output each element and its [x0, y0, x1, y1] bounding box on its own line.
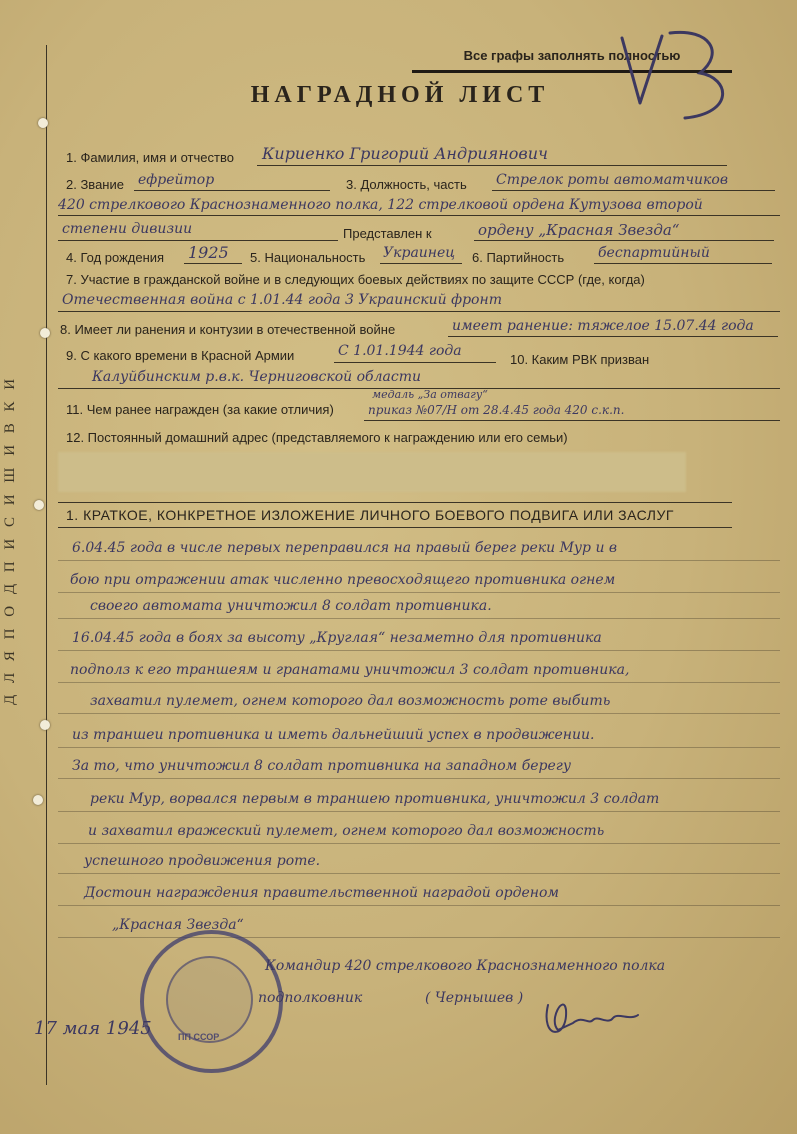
punch-hole — [34, 500, 44, 510]
narrative-rule — [58, 843, 780, 844]
field-11-label: 11. Чем ранее награжден (за какие отличия) — [66, 402, 334, 417]
narrative-line: 16.04.45 года в боях за высоту „Круглая“ незаметно для противника — [72, 630, 602, 646]
narrative-line: подполз к его траншеям и гранатами уничтожил 3 солдат противника, — [70, 662, 630, 678]
narrative-rule — [58, 778, 780, 779]
field-6-label: 6. Партийность — [472, 250, 565, 265]
field-6-value: беспартийный — [598, 245, 710, 261]
narrative-line: реки Мур, ворвался первым в траншею противника, уничтожил 3 солдат — [90, 791, 660, 807]
narrative-rule — [58, 873, 780, 874]
narrative-line: „Красная Звезда“ — [112, 917, 244, 933]
commander-name: ( Чернышев ) — [425, 990, 524, 1006]
narrative-rule — [58, 592, 780, 593]
narrative-line: из траншеи противника и иметь дальнейший успех в продвижении. — [72, 727, 595, 743]
field-3-value-line3: степени дивизии — [62, 221, 193, 237]
narrative-rule — [58, 747, 780, 748]
commander-line: Командир 420 стрелкового Краснознаменного полка — [265, 958, 666, 974]
field-10-value: Калуйбинским р.в.к. Черниговской области — [92, 369, 421, 385]
narrative-rule — [58, 618, 780, 619]
seal-text: ПП ССОР — [178, 1032, 220, 1042]
field-5-label: 5. Национальность — [250, 250, 366, 265]
field-3-value: Стрелок роты автоматчиков — [496, 172, 728, 188]
field-3-value-line2: 420 стрелкового Краснознаменного полка, 122 стрелковой ордена Кутузова второй — [58, 197, 703, 213]
punch-hole — [38, 118, 48, 128]
narrative-rule — [58, 905, 780, 906]
field-11-value-line2: приказ №07/Н от 28.4.45 года 420 с.к.п. — [368, 403, 625, 417]
narrative-rule — [58, 811, 780, 812]
handwritten-signature — [538, 985, 658, 1045]
narrative-rule — [58, 682, 780, 683]
field-5-value: Украинец — [383, 245, 456, 261]
narrative-line: 6.04.45 года в числе первых переправился на правый берег реки Мур и в — [72, 540, 618, 556]
field-1-label: 1. Фамилия, имя и отчество — [66, 150, 234, 165]
field-2-value: ефрейтор — [138, 172, 215, 188]
signing-date: 17 мая 1945 — [34, 1018, 152, 1039]
narrative-rule — [58, 937, 780, 938]
margin-caption: Д Л Я П О Д П И С И Ш И В К И — [2, 374, 18, 706]
field-8-value: имеет ранение: тяжелое 15.07.44 года — [452, 318, 754, 334]
fill-all-fields-header: Все графы заполнять полностью — [412, 48, 732, 73]
narrative-line: и захватил вражеский пулемет, огнем которого дал возможность — [88, 823, 605, 839]
submitted-for-value: ордену „Красная Звезда“ — [478, 221, 680, 239]
field-2-label: 2. Звание — [66, 177, 124, 192]
field-9-label: 9. С какого времени в Красной Армии — [66, 348, 295, 363]
redacted-address-area — [58, 452, 686, 492]
narrative-line: успешного продвижения роте. — [84, 853, 321, 869]
narrative-line: Достоин награждения правительственной наградой орденом — [84, 885, 560, 901]
section-heading: 1. КРАТКОЕ, КОНКРЕТНОЕ ИЗЛОЖЕНИЕ ЛИЧНОГО БОЕВОГО ПОДВИГА ИЛИ ЗАСЛУГ — [58, 502, 732, 528]
punch-hole — [40, 720, 50, 730]
field-3-label: 3. Должность, часть — [346, 177, 467, 192]
margin-line — [46, 45, 47, 1085]
field-7-label: 7. Участие в гражданской войне и в следующих боевых действиях по защите СССР (где, когда) — [66, 272, 645, 287]
page-title: НАГРАДНОЙ ЛИСТ — [250, 82, 550, 108]
narrative-rule — [58, 560, 780, 561]
narrative-line: бою при отражении атак численно превосходящего противника огнем — [70, 572, 616, 588]
commander-rank: подполковник — [258, 990, 363, 1006]
punch-hole — [33, 795, 43, 805]
field-11-value-line1: медаль „За отвагу“ — [372, 388, 488, 401]
field-4-value: 1925 — [188, 243, 229, 262]
field-8-label: 8. Имеет ли ранения и контузии в отечественной войне — [60, 322, 396, 337]
field-10-label: 10. Каким РВК призван — [510, 352, 650, 367]
narrative-line: своего автомата уничтожил 8 солдат противника. — [90, 598, 492, 614]
field-4-label: 4. Год рождения — [66, 250, 165, 265]
narrative-line: захватил пулемет, огнем которого дал возможность роте выбить — [90, 693, 611, 709]
field-7-value: Отечественная война с 1.01.44 года 3 Украинский фронт — [62, 292, 502, 308]
submitted-for-label: Представлен к — [343, 226, 432, 241]
field-9-value: С 1.01.1944 года — [338, 343, 462, 359]
field-12-label: 12. Постоянный домашний адрес (представляемого к награждению или его семьи) — [66, 430, 568, 445]
punch-hole — [40, 328, 50, 338]
narrative-rule — [58, 650, 780, 651]
narrative-line: За то, что уничтожил 8 солдат противника на западном берегу — [72, 758, 572, 774]
narrative-rule — [58, 713, 780, 714]
field-1-value: Кириенко Григорий Андриянович — [262, 144, 548, 163]
handwritten-number-mark — [600, 18, 750, 128]
